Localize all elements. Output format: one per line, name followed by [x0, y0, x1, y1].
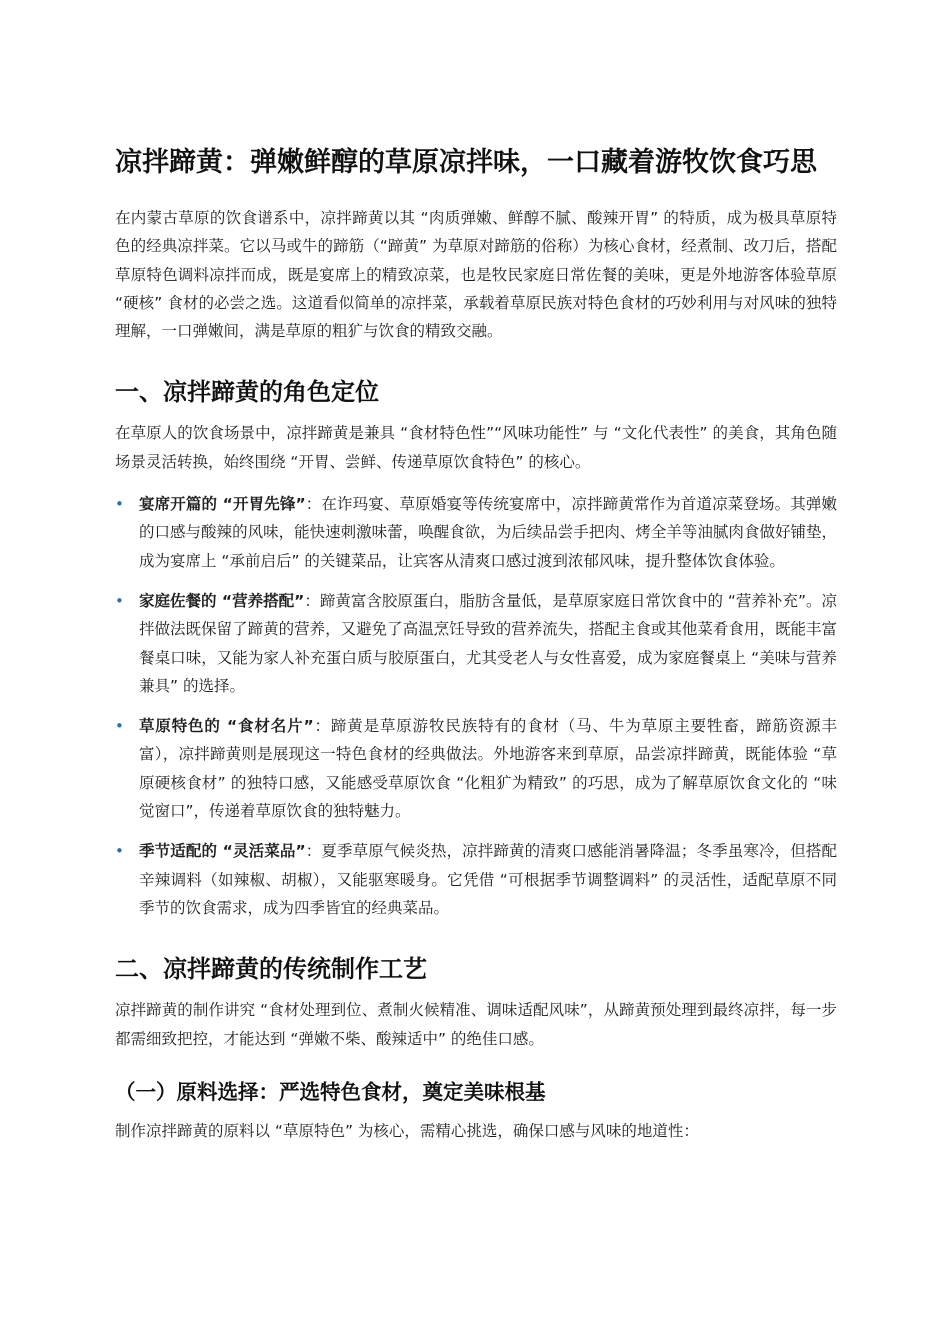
bullet-icon: •	[115, 591, 124, 610]
list-item	[115, 712, 837, 825]
list-item-text: ：夏季草原气候炎热，凉拌蹄黄的清爽口感能消暑降温；冬季虽寒冷，但搭配辛辣调料（如辣椒、胡椒），又能驱寒暖身。它凭借 “可根据季节调整调料” 的灵活性，适配草原不同季节的饮食需求，成为四季皆宜的经典菜品。	[139, 842, 837, 917]
list-item-text: ：在诈玛宴、草原婚宴等传统宴席中，凉拌蹄黄常作为首道凉菜登场。其弹嫩的口感与酸辣的风味，能快速刺激味蕾，唤醒食欲，为后续品尝手把肉、烤全羊等油腻肉食做好铺垫，成为宴席上 “承前启后” 的关键菜品，让宾客从清爽口感过渡到浓郁风味，提升整体饮食体验。	[139, 495, 837, 570]
subsection-heading: （一）原料选择：严选特色食材，奠定美味根基	[115, 1079, 546, 1104]
bullet-icon: •	[115, 842, 124, 861]
list-item-term: 家庭佐餐的 “营养搭配”	[139, 591, 305, 610]
bullet-icon: •	[115, 717, 124, 736]
section-2-heading: 二、凉拌蹄黄的传统制作工艺	[115, 955, 427, 984]
list-item-text: ：蹄黄是草原游牧民族特有的食材（马、牛为草原主要牲畜，蹄筋资源丰富），凉拌蹄黄则是展现这一特色食材的经典做法。外地游客来到草原，品尝凉拌蹄黄，既能体验 “草原硬核食材” 的独特口感，又能感受草原饮食 “化粗犷为精致” 的巧思，成为了解草原饮食文化的 “味觉窗口”，传递着草原饮食的独特魅力。	[139, 717, 837, 821]
list-item-term: 草原特色的 “食材名片”	[139, 717, 314, 736]
section-1-intro: 在草原人的饮食场景中，凉拌蹄黄是兼具 “食材特色性”“风味功能性” 与 “文化代表性” 的美食，其角色随场景灵活转换，始终围绕 “开胃、尝鲜、传递草原饮食特色” 的核心。	[115, 424, 837, 471]
list-item-term: 季节适配的 “灵活菜品”	[139, 842, 306, 861]
document-title: 凉拌蹄黄：弹嫩鲜醇的草原凉拌味，一口藏着游牧饮食巧思	[115, 147, 817, 178]
list-item	[115, 837, 837, 922]
list-item-text: ：蹄黄富含胶原蛋白，脂肪含量低，是草原家庭日常饮食中的 “营养补充”。凉拌做法既保留了蹄黄的营养，又避免了高温烹饪导致的营养流失，搭配主食或其他菜肴食用，既能丰富餐桌口味，又能为家人补充蛋白质与胶原蛋白，尤其受老人与女性喜爱，成为家庭餐桌上 “美味与营养兼具” 的选择。	[139, 591, 837, 695]
list-item	[115, 490, 837, 575]
section-2-intro: 凉拌蹄黄的制作讲究 “食材处理到位、煮制火候精准、调味适配风味”，从蹄黄预处理到最终凉拌，每一步都需细致把控，才能达到 “弹嫩不柴、酸辣适中” 的绝佳口感。	[115, 1001, 837, 1048]
list-item	[115, 587, 837, 700]
role-list	[115, 490, 837, 922]
intro-paragraph: 在内蒙古草原的饮食谱系中，凉拌蹄黄以其 “肉质弹嫩、鲜醇不腻、酸辣开胃” 的特质，成为极具草原特色的经典凉拌菜。它以马或牛的蹄筋（“蹄黄” 为草原对蹄筋的俗称）为核心食材，经煮制、改刀后，搭配草原特色调料凉拌而成，既是宴席上的精致凉菜，也是牧民家庭日常佐餐的美味，更是外地游客体验草原 “硬核” 食材的必尝之选。这道看似简单的凉拌菜，承载着草原民族对特色食材的巧妙利用与对风味的独特理解，一口弹嫩间，满是草原的粗犷与饮食的精致交融。	[115, 209, 837, 341]
section-1-heading: 一、凉拌蹄黄的角色定位	[115, 378, 379, 407]
list-item-term: 宴席开篇的 “开胃先锋”	[139, 495, 306, 514]
subsection-intro: 制作凉拌蹄黄的原料以 “草原特色” 为核心，需精心挑选，确保口感与风味的地道性：	[115, 1121, 699, 1140]
document-page	[115, 140, 837, 1159]
bullet-icon: •	[115, 495, 124, 514]
